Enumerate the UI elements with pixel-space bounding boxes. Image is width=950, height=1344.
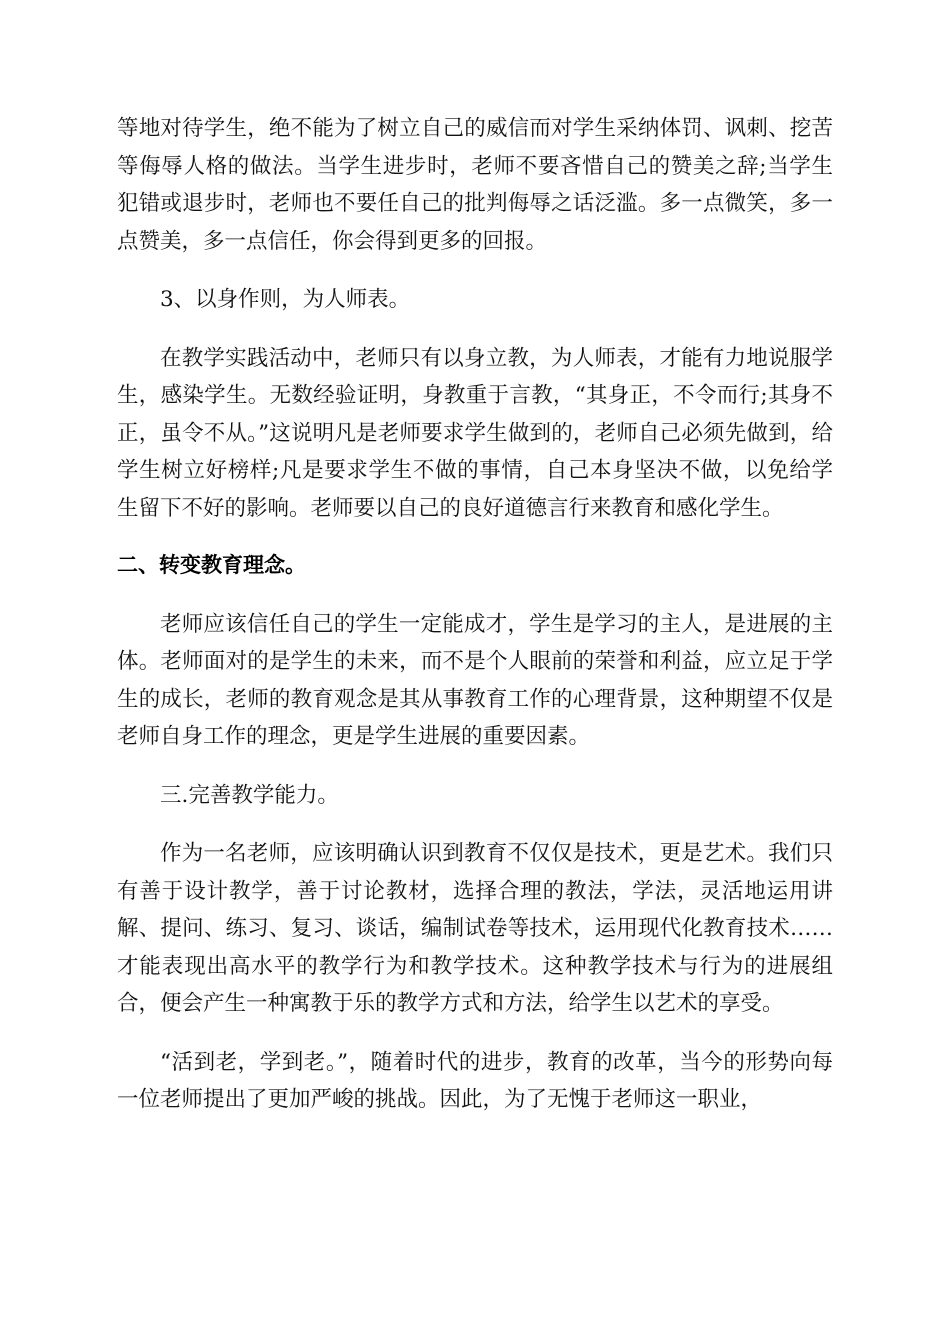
subheading-lead-by-example: 3、以身作则，为人师表。 [160, 287, 411, 312]
paragraph-education-concept: 老师应该信任自己的学生一定能成才，学生是学习的主人，是进展的主体。老师面对的是学生的未来，而不是个人眼前的荣誉和利益，应立足于学生的成长，老师的教育观念是其从事教育工作的心理背景，这种期望不仅是老师自身工作的理念，更是学生进展的重要因素。 [117, 611, 833, 749]
paragraph-continuation: 等地对待学生，绝不能为了树立自己的威信而对学生采纳体罚、讽刺、挖苦等侮辱人格的做法。当学生进步时，老师不要吝惜自己的赞美之辞;当学生犯错或退步时，老师也不要任自己的批判侮辱之话泛滥。多一点微笑，多一点赞美，多一点信任，你会得到更多的回报。 [117, 116, 833, 254]
subheading-teaching-ability: 三.完善教学能力。 [160, 782, 339, 808]
paragraph-lead-by-example: 在教学实践活动中，老师只有以身立教，为人师表，才能有力地说服学生，感染学生。无数经验证明，身教重于言教，“其身正，不令而行;其身不正，虽令不从。”这说明凡是老师要求学生做到的，老师自己必须先做到，给学生树立好榜样;凡是要求学生不做的事情，自己本身坚决不做，以免给学生留下不好的影响。老师要以自己的良好道德言行来教育和感化学生。 [117, 345, 833, 521]
paragraph-lifelong-learning: “活到老，学到老。”，随着时代的进步，教育的改革，当今的形势向每一位老师提出了更加严峻的挑战。因此，为了无愧于老师这一职业， [117, 1049, 833, 1112]
paragraph-teaching-ability: 作为一名老师，应该明确认识到教育不仅仅是技术，更是艺术。我们只有善于设计教学，善于讨论教材，选择合理的教法，学法，灵活地运用讲解、提问、练习、复习、谈话，编制试卷等技术，运用现代化教育技术……才能表现出高水平的教学行为和教学技术。这种教学技术与行为的进展组合，便会产生一种寓教于乐的教学方式和方法，给学生以艺术的享受。 [117, 841, 833, 1016]
document-body [117, 110, 833, 1119]
section-heading-education-concept: 二、转变教育理念。 [117, 553, 306, 577]
